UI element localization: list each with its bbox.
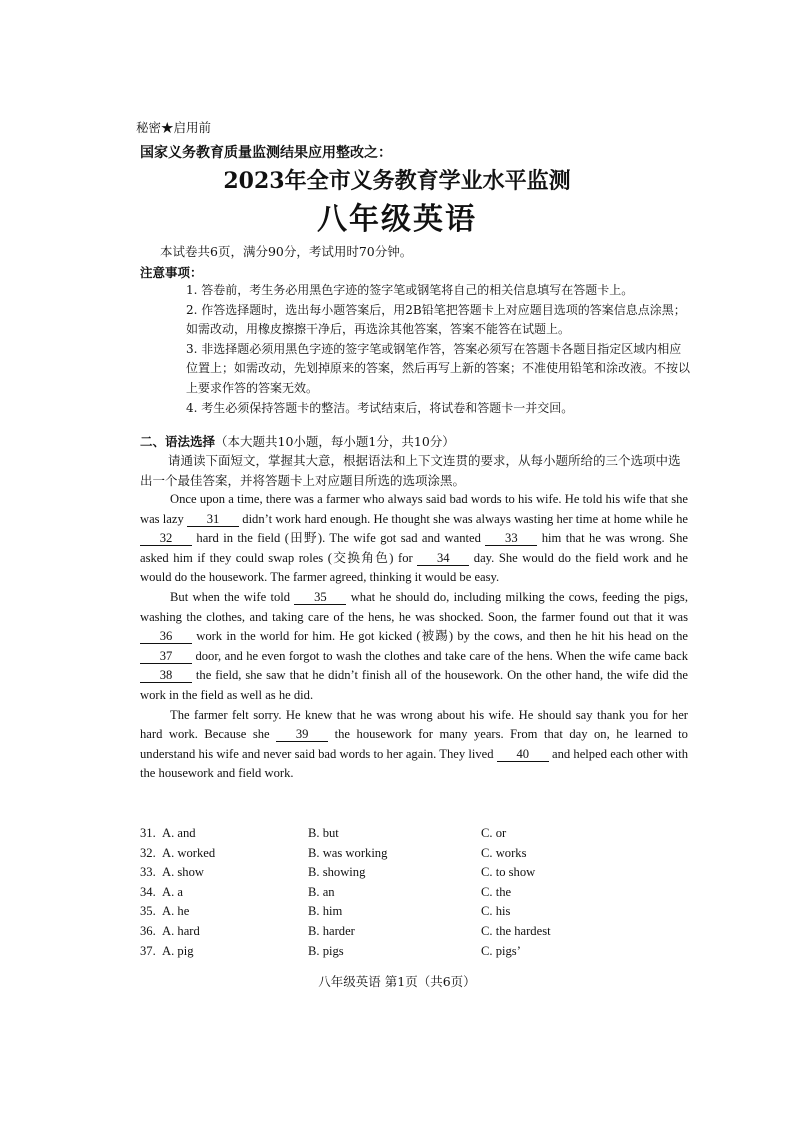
passage-paragraph: [140, 706, 688, 784]
question-number: 34.: [140, 884, 156, 899]
blank-35: 35: [294, 590, 346, 605]
passage-text: work in the world for him. He got kicked (被踢) by the cows, and then he hit his head on the: [196, 629, 688, 644]
option-b: B. but: [308, 826, 339, 840]
section-score-note: （本大题共10小题，每小题1分，共10分）: [215, 434, 455, 449]
option-c: C. pigs’: [481, 943, 521, 958]
notice-title: 注意事项：: [140, 265, 203, 280]
exam-title: 2023年全市义务教育学业水平监测: [223, 168, 571, 194]
notice-item: 4. 考生必须保持答题卡的整洁。考试结束后，将试卷和答题卡一并交回。: [186, 400, 574, 415]
passage-text: the housework for many years. From that day on, he learned to understand his wife and never said bad words to her again. They lived: [140, 727, 688, 761]
section-instructions: 请通读下面短文，掌握其大意，根据语法和上下文连贯的要求，从每小题所给的三个选项中选出一个最佳答案，并将答题卡上对应题目所选的选项涂黑。: [140, 453, 681, 488]
passage-text: hard in the field (田野). The wife got sad and wanted: [196, 531, 481, 546]
question-number: 37.: [140, 943, 156, 958]
passage-text: day. She would do the field work and he would do the housework. The farmer agreed, thinking it would be easy.: [140, 550, 688, 585]
option-b: B. pigs: [308, 943, 344, 958]
passage-paragraph: [140, 490, 688, 588]
page-footer: 八年级英语 第1页（共6页）: [318, 974, 476, 989]
option-a: A. worked: [162, 845, 216, 860]
blank-37: 37: [140, 649, 192, 664]
option-a: A. pig: [162, 943, 194, 958]
passage: [140, 490, 688, 784]
option-b: B. an: [308, 884, 335, 899]
passage-text: Once upon a time, there was a farmer who always said bad words to his wife. He told his wife that she was lazy: [140, 492, 688, 526]
option-b: B. him: [308, 904, 343, 919]
option-row: [140, 942, 688, 962]
notice-item: 2. 作答选择题时，选出每小题答案后，用2B铅笔把答题卡上对应题目选项的答案信息点涂黑；如需改动，用橡皮擦擦干净后，再选涂其他答案，答案不能答在试题上。: [186, 302, 686, 337]
option-a: A. hard: [162, 923, 200, 938]
notice-item: 3. 非选择题必须用黑色字迹的签字笔或钢笔作答，答案必须写在答题卡各题目指定区域内相应位置上；如需改动，先划掉原来的答案，然后再写上新的答案；不准使用铅笔和涂改液。不按以上要求作答的答案无效。: [186, 341, 691, 395]
option-a: A. show: [162, 865, 204, 880]
section-heading: [140, 432, 455, 450]
option-a: A. and: [162, 826, 196, 840]
notice-list: [170, 281, 690, 418]
blank-31: 31: [187, 512, 239, 527]
option-b: B. harder: [308, 923, 355, 938]
option-row: [140, 863, 688, 883]
passage-text: him that he was wrong. She asked him if they could swap roles (交换角色) for: [140, 531, 688, 565]
option-row: [140, 824, 688, 844]
question-number: 31.: [140, 826, 156, 840]
option-b: B. showing: [308, 865, 366, 880]
option-c: C. the hardest: [481, 923, 551, 938]
question-number: 36.: [140, 923, 156, 938]
passage-text: and helped each other with the housework and field work.: [140, 746, 688, 781]
passage-paragraph: [140, 588, 688, 706]
blank-36: 36: [140, 629, 192, 644]
passage-text: what he should do, including milking the cows, feeding the pigs, washing the clothes, and taking care of the hens, he was shocked. Soon, the farmer found out that it was: [140, 589, 688, 624]
option-a: A. a: [162, 884, 183, 899]
question-number: 33.: [140, 865, 156, 880]
option-row: [140, 844, 688, 864]
exam-intro: 本试卷共6页，满分90分，考试用时70分钟。: [160, 244, 413, 259]
option-c: C. or: [481, 826, 507, 840]
confidential-label: 秘密★启用前: [136, 120, 212, 135]
blank-39: 39: [276, 727, 328, 742]
option-c: C. works: [481, 845, 527, 860]
blank-40: 40: [497, 747, 549, 762]
section-title: 二、语法选择: [140, 434, 216, 449]
option-row: [140, 922, 688, 942]
option-b: B. was working: [308, 845, 388, 860]
blank-34: 34: [417, 551, 469, 566]
passage-text: door, and he even forgot to wash the clothes and take care of the hens. When the wife came back: [195, 648, 688, 663]
passage-text: But when the wife told: [170, 589, 291, 604]
option-c: C. his: [481, 904, 511, 919]
passage-text: the field, she saw that he didn’t finish all of the housework. On the other hand, the wife did the work in the field as well as he did.: [140, 668, 688, 702]
passage-text: didn’t work hard enough. He thought she was always wasting her time at home while he: [242, 511, 689, 526]
option-row: [140, 883, 688, 903]
blank-38: 38: [140, 668, 192, 683]
options-list: [140, 824, 688, 961]
question-number: 35.: [140, 904, 156, 919]
option-a: A. he: [162, 904, 190, 919]
option-row: [140, 902, 688, 922]
exam-subtitle: 国家义务教育质量监测结果应用整改之：: [140, 145, 392, 161]
passage-text: The farmer felt sorry. He knew that he was wrong about his wife. He should say thank you for her hard work. Because she: [140, 707, 688, 742]
notice-item: 1. 答卷前，考生务必用黑色字迹的签字笔或钢笔将自己的相关信息填写在答题卡上。: [186, 283, 634, 297]
blank-33: 33: [485, 531, 537, 546]
option-c: C. the: [481, 884, 512, 899]
question-number: 32.: [140, 845, 156, 860]
subject-title: 八年级英语: [317, 202, 477, 237]
option-c: C. to show: [481, 865, 536, 880]
blank-32: 32: [140, 531, 192, 546]
